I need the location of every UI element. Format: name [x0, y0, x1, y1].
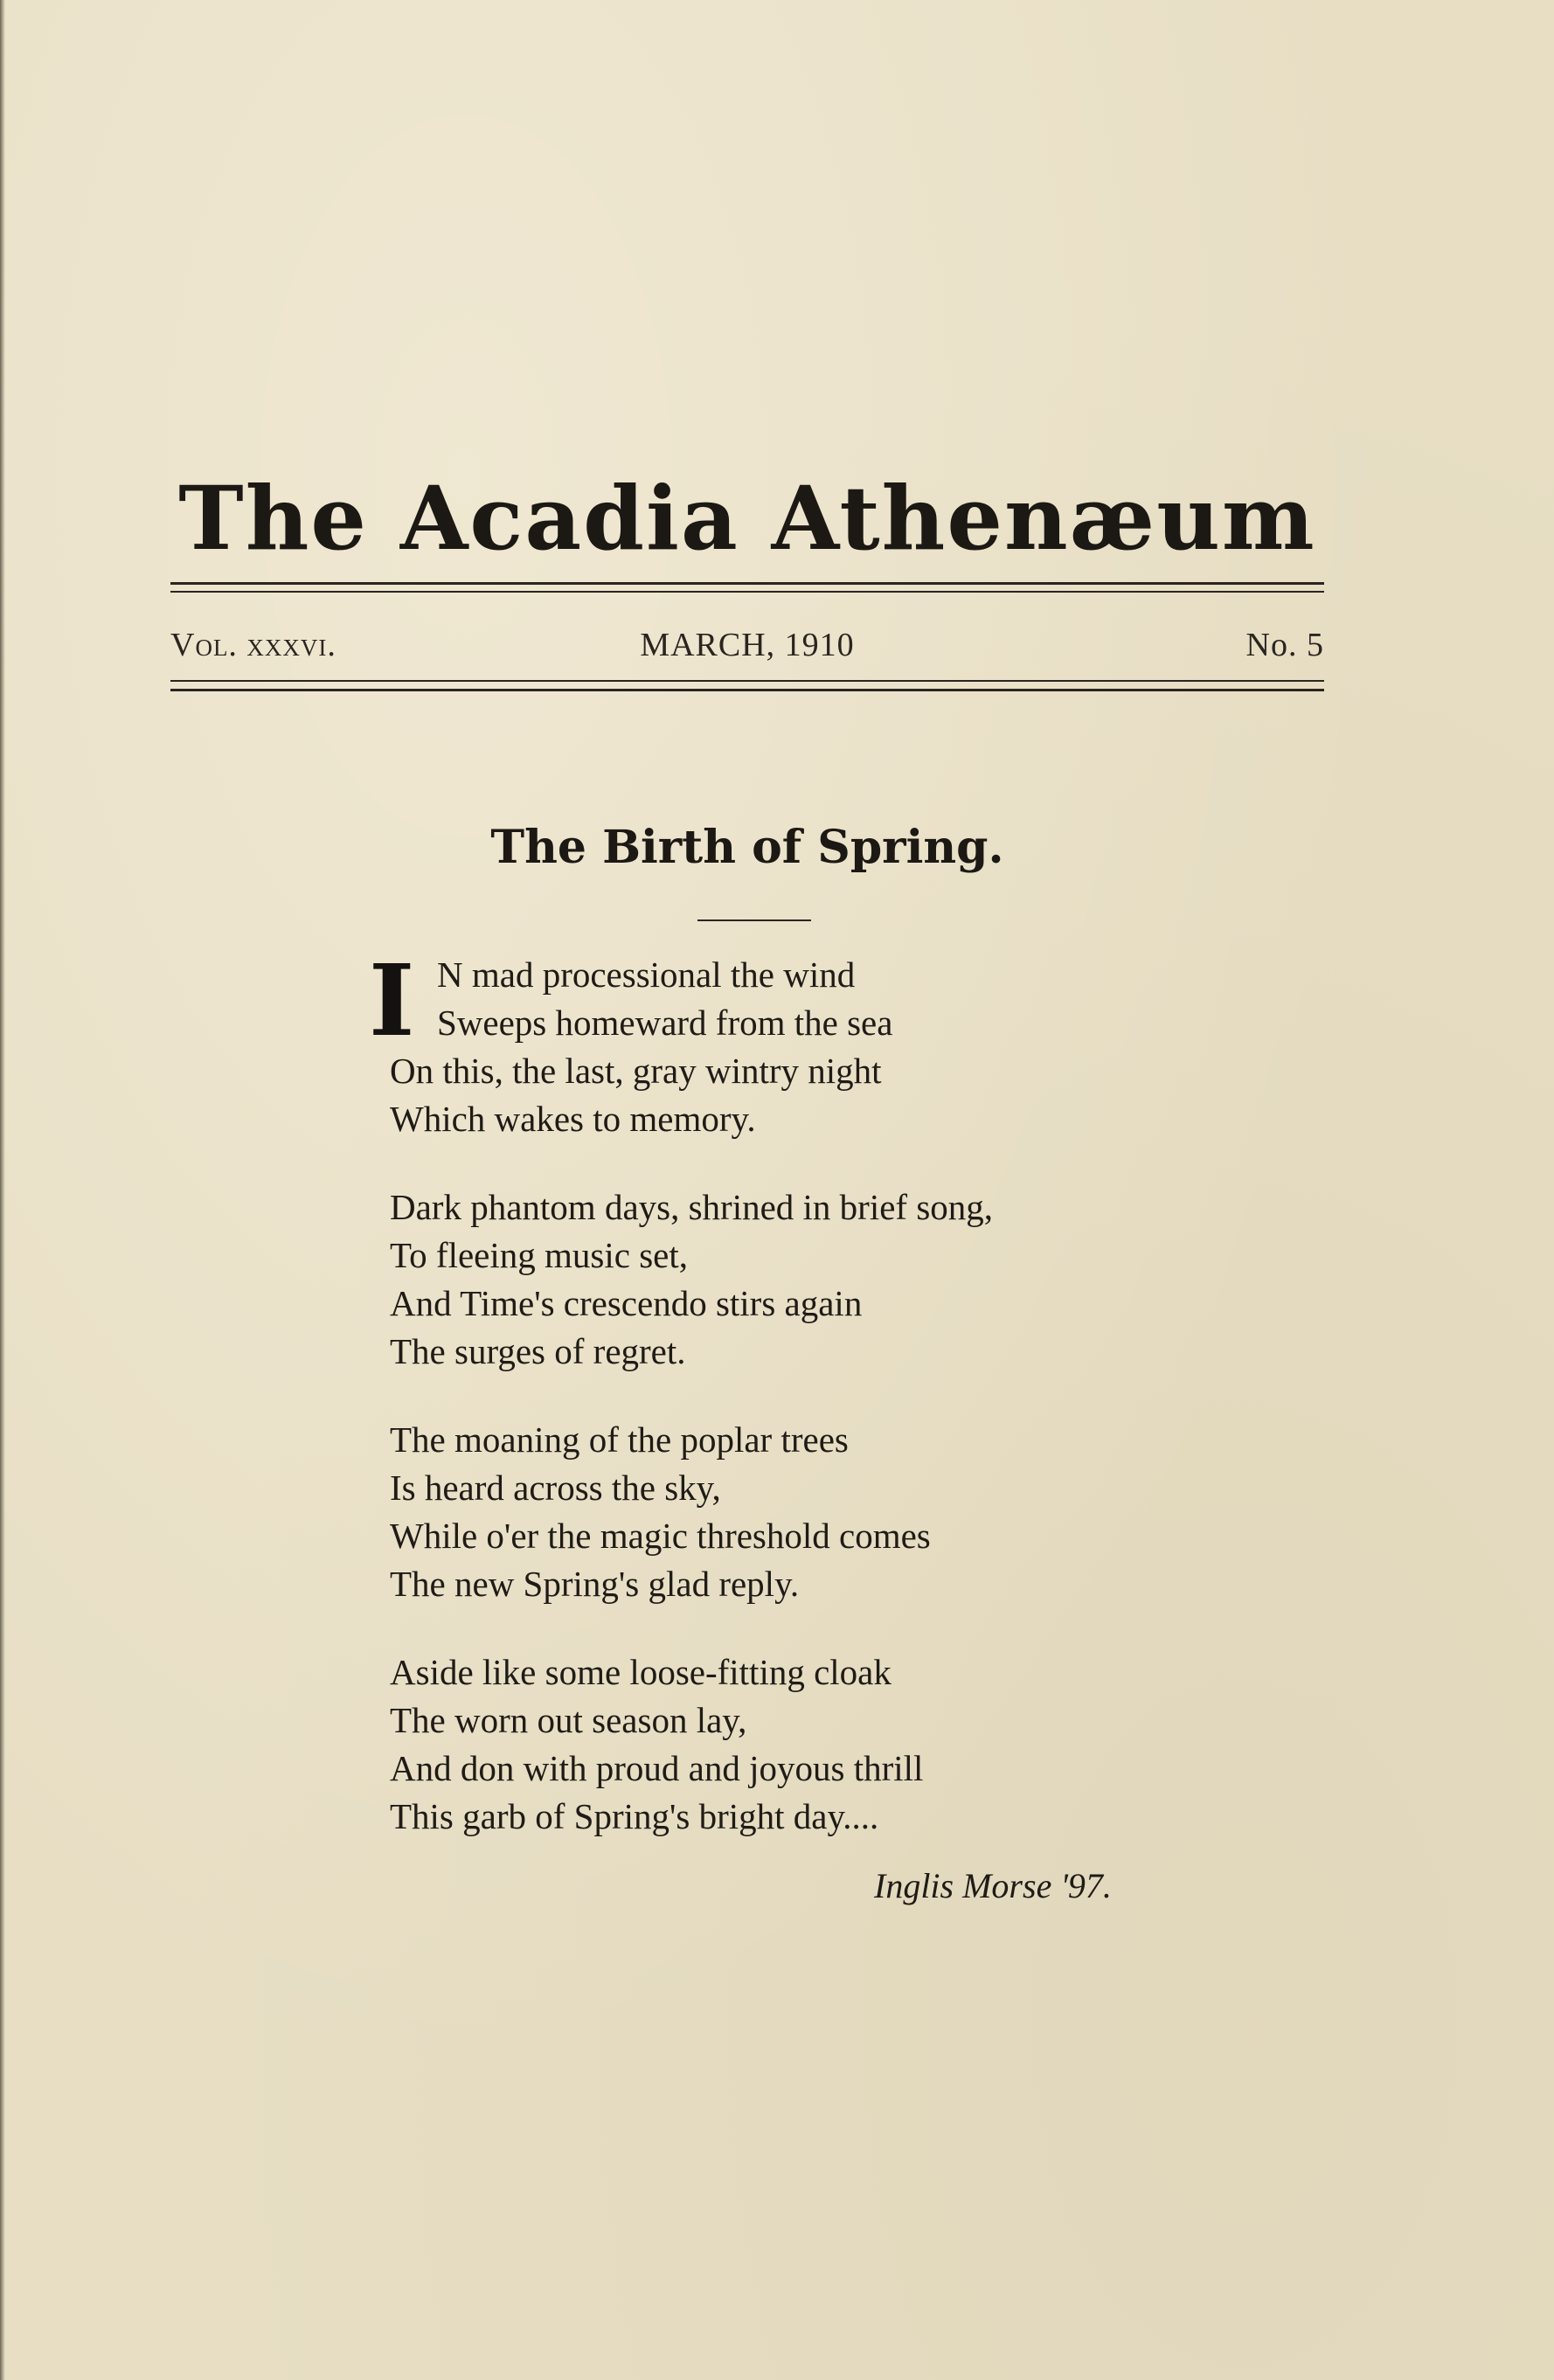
- issue-info-row: [170, 621, 1324, 670]
- poem-line: While o'er the magic threshold comes: [390, 1516, 931, 1556]
- masthead-rule-top: [170, 582, 1324, 585]
- poem-line: Dark phantom days, shrined in brief song,: [390, 1187, 994, 1227]
- poem-line: This garb of Spring's bright day....: [390, 1796, 879, 1836]
- poem-title: The Birth of Spring.: [490, 821, 1004, 874]
- masthead-rule-top-inner: [170, 591, 1324, 593]
- poem-line: The moaning of the poplar trees: [390, 1419, 849, 1460]
- poem-line: The worn out season lay,: [390, 1700, 747, 1740]
- poem-body: [369, 944, 1264, 1881]
- issue-date: MARCH, 1910: [640, 627, 855, 663]
- poem-line: And Time's crescendo stirs again: [390, 1283, 863, 1323]
- stanza-4: [390, 1648, 1264, 1841]
- poem-line: To fleeing music set,: [390, 1235, 688, 1275]
- poem-line: Is heard across the sky,: [390, 1468, 721, 1508]
- stanza-3: [390, 1416, 1264, 1608]
- page-edge-shadow: [0, 0, 5, 2380]
- poem-line: The new Spring's glad reply.: [390, 1564, 800, 1604]
- title-divider: [697, 919, 811, 921]
- poem-line: N mad processional the wind: [437, 954, 856, 995]
- poem-line: And don with proud and joyous thrill: [390, 1748, 924, 1788]
- poem-line: Which wakes to memory.: [390, 1099, 756, 1139]
- poem-line: Aside like some loose-fitting cloak: [390, 1652, 891, 1692]
- poem-signature: Inglis Morse '97.: [874, 1866, 1112, 1905]
- issue-rule-bottom-inner: [170, 680, 1324, 682]
- volume-label: Vol. xxxvi.: [170, 627, 336, 663]
- masthead-title: The Acadia Athenæum: [178, 467, 1316, 570]
- poem-line: Sweeps homeward from the sea: [437, 1003, 893, 1043]
- poem-line: The surges of regret.: [390, 1331, 686, 1371]
- issue-number: No. 5: [1245, 627, 1324, 663]
- issue-rule-bottom: [170, 689, 1324, 691]
- stanza-1: [390, 951, 1264, 1143]
- drop-cap: I: [369, 944, 415, 1058]
- stanza-2: [390, 1183, 1264, 1376]
- poem-line: On this, the last, gray wintry night: [390, 1051, 882, 1091]
